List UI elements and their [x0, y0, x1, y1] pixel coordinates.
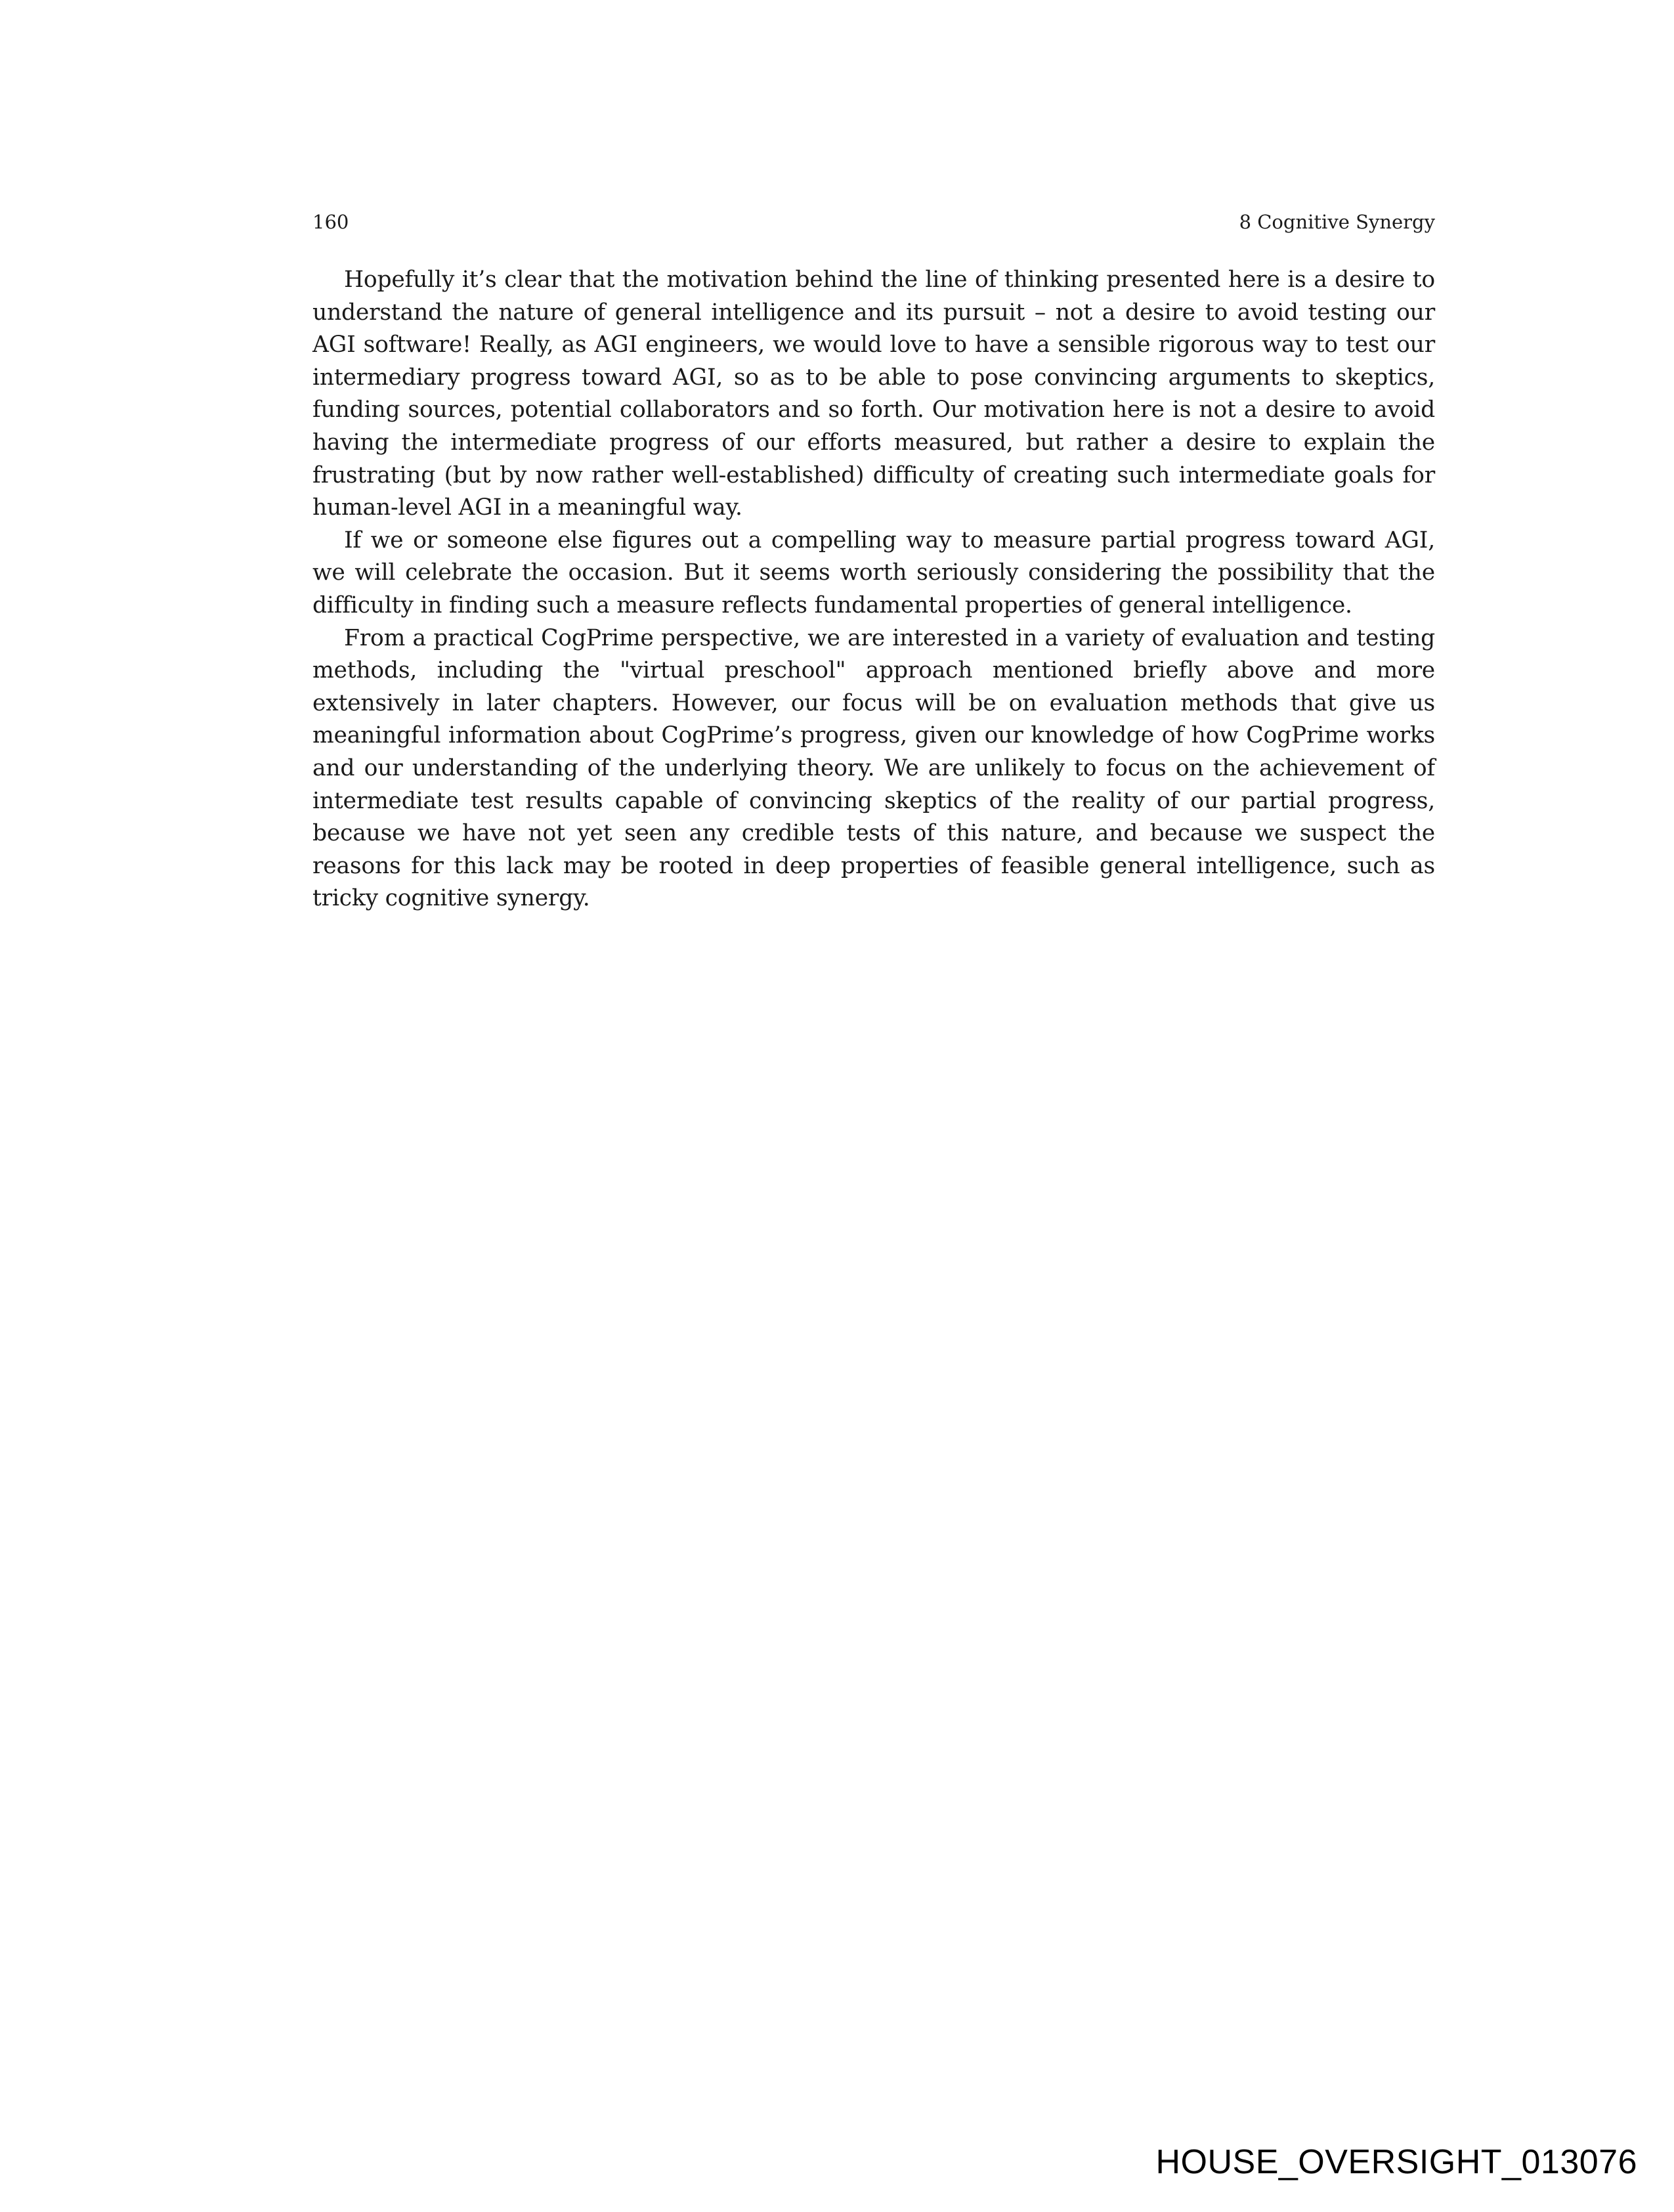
body-text	[312, 264, 1435, 915]
paragraph-measuring-progress: If we or someone else figures out a compelling way to measure partial progress toward AGI, we will celebrate the occasion. But it seems worth seriously considering the possibility that the difficulty in finding such a measure reflects fundamental properties of general intelligence.	[312, 527, 1435, 618]
paragraph-motivation: Hopefully it’s clear that the motivation behind the line of thinking presented here is a desire to understand the nature of general intelligence and its pursuit – not a desire to avoid testing our AGI software! Really, as AGI engineers, we would love to have a sensible rigorous way to test our intermediary progress toward AGI, so as to be able to pose convincing arguments to skeptics, funding sources, potential collaborators and so forth. Our motivation here is not a desire to avoid having the intermediate progress of our efforts measured, but rather a desire to explain the frustrating (but by now rather well-established) difficulty of creating such intermediate goals for human-level AGI in a meaningful way.	[312, 267, 1435, 521]
page-number: 160	[312, 211, 349, 233]
chapter-title: 8 Cognitive Synergy	[1239, 211, 1435, 233]
running-header	[312, 206, 1435, 238]
paragraph-evaluation-methods: From a practical CogPrime perspective, we are interested in a variety of evaluation and testing methods, including the "virtual preschool" approach mentioned briefly above and more extensively in later chapters. However, our focus will be on evaluation methods that give us meaningful information about CogPrime’s progress, given our knowledge of how CogPrime works and our understanding of the underlying theory. We are unlikely to focus on the achievement of intermediate test results capable of convincing skeptics of the reality of our partial progress, because we have not yet seen any credible tests of this nature, and because we suspect the reasons for this lack may be rooted in deep properties of feasible general intelligence, such as tricky cognitive synergy.	[312, 624, 1435, 912]
bates-stamp: HOUSE_OVERSIGHT_013076	[1155, 2143, 1637, 2181]
